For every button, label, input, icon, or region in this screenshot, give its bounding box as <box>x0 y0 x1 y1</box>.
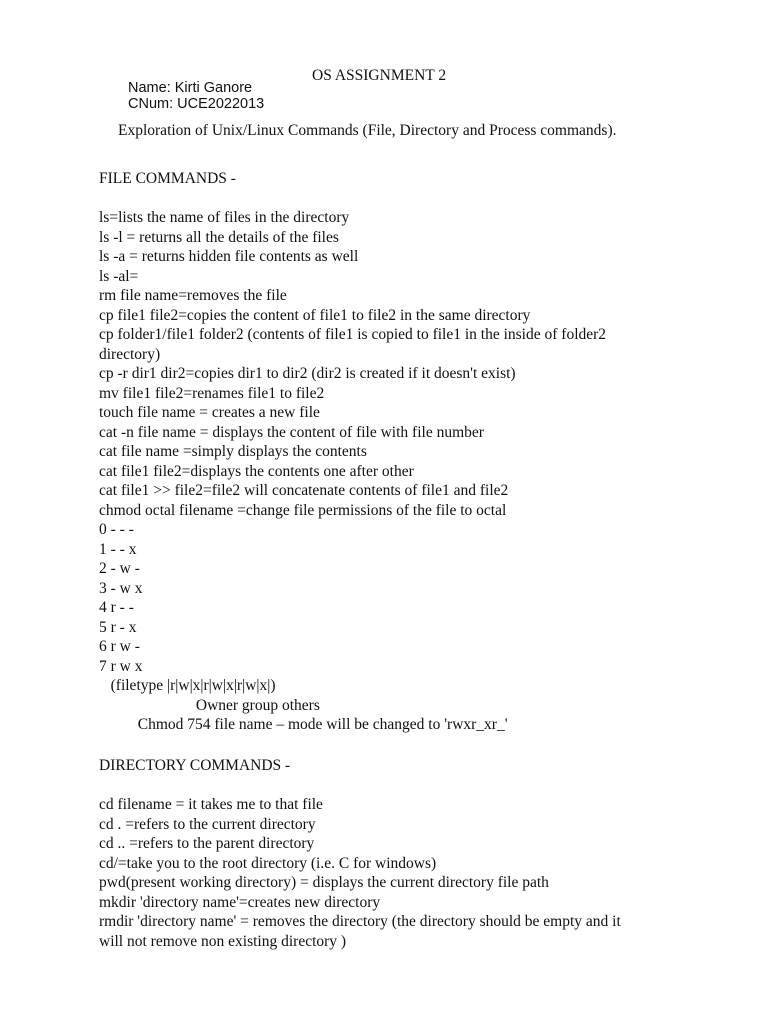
list-item: cd filename = it takes me to that file <box>99 796 323 813</box>
list-item: chmod octal filename =change file permissions of the file to octal <box>99 501 507 519</box>
list-item: cd/=take you to the root directory (i.e. C for windows) <box>99 854 437 872</box>
list-item: cd .. =refers to the parent directory <box>99 835 315 852</box>
list-item: cat file1 >> file2=file2 will concatenate contents of file1 and file2 <box>99 482 509 499</box>
list-item: 0 - - - <box>99 521 134 538</box>
list-item: Chmod 754 file name – mode will be changed to 'rwxr_xr_' <box>99 716 508 733</box>
list-item: 1 - - x <box>99 540 137 558</box>
file-commands-heading: FILE COMMANDS - <box>99 170 236 187</box>
list-item: cat file name =simply displays the contents <box>99 443 367 460</box>
list-item: 2 - w - <box>99 560 140 577</box>
page-title: OS ASSIGNMENT 2 <box>312 67 447 84</box>
list-item: cd . =refers to the current directory <box>99 815 316 833</box>
file-commands-section <box>99 169 739 735</box>
list-item: Owner group others <box>99 696 320 714</box>
list-item: directory) <box>99 345 161 363</box>
list-item: touch file name = creates a new file <box>99 404 320 421</box>
list-item: (filetype |r|w|x|r|w|x|r|w|x|) <box>99 677 276 694</box>
list-item: cp file1 file2=copies the content of file1 to file2 in the same directory <box>99 306 531 324</box>
list-item: ls=lists the name of files in the directory <box>99 209 350 226</box>
list-item: cat file1 file2=displays the contents one after other <box>99 462 414 480</box>
list-item: ls -l = returns all the details of the files <box>99 228 339 246</box>
list-item: 6 r w - <box>99 638 140 655</box>
list-item: mv file1 file2=renames file1 to file2 <box>99 384 325 402</box>
list-item: will not remove non existing directory ) <box>99 932 347 950</box>
directory-commands-list <box>99 795 739 951</box>
directory-commands-heading: DIRECTORY COMMANDS - <box>99 757 291 774</box>
list-item: 7 r w x <box>99 657 143 675</box>
list-item: ls -a = returns hidden file contents as well <box>99 248 359 265</box>
list-item: cat -n file name = displays the content of file with file number <box>99 423 484 441</box>
list-item: rmdir 'directory name' = removes the directory (the directory should be empty and it <box>99 913 621 930</box>
list-item: cp -r dir1 dir2=copies dir1 to dir2 (dir2 is created if it doesn't exist) <box>99 365 516 382</box>
list-item: 5 r - x <box>99 618 137 636</box>
intro-text: Exploration of Unix/Linux Commands (File, Directory and Process commands). <box>118 122 617 139</box>
file-commands-list <box>99 208 739 735</box>
directory-commands-section <box>99 756 739 951</box>
list-item: rm file name=removes the file <box>99 287 287 304</box>
list-item: mkdir 'directory name'=creates new directory <box>99 893 381 911</box>
list-item: 4 r - - <box>99 599 134 616</box>
student-name: Name: Kirti Ganore <box>128 80 253 96</box>
list-item: cp folder1/file1 folder2 (contents of file1 is copied to file1 in the inside of folder2 <box>99 326 607 343</box>
list-item: ls -al= <box>99 267 139 285</box>
list-item: 3 - w x <box>99 579 143 597</box>
list-item: pwd(present working directory) = displays the current directory file path <box>99 874 549 891</box>
student-cnum: CNum: UCE2022013 <box>128 96 265 112</box>
